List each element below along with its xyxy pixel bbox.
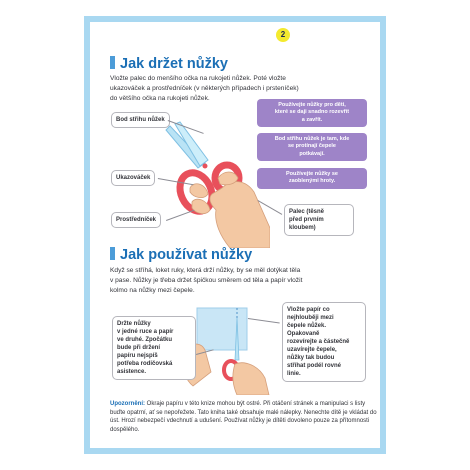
callout-line: Opakovaně <box>287 331 320 337</box>
finger-shape <box>190 184 208 198</box>
callout-line: linie. <box>287 371 301 377</box>
callout-line: rozevírejte a částečně <box>287 339 350 345</box>
left-callout <box>112 316 196 380</box>
callout-line: v jedné ruce a papír <box>117 329 174 335</box>
warning-body: Okraje papíru v této knize mohou být ostré. Při otáčení stránek a manipulaci s listy buďte opatrní, ať se nepořežete. Tato kniha také obsahuje malé nálepky. Nenechte dítě je vkládat do úst. Hrozí nebezpečí vdechnutí a udušení. Používat nůžky je dítěti dovoleno pouze za přítomnosti dospělého. <box>110 401 377 433</box>
scissors-hand-illustration <box>150 118 270 248</box>
right-hand <box>233 363 269 395</box>
heading-marker <box>110 247 115 260</box>
tip-line: a zavřít. <box>301 116 323 123</box>
label-thumb <box>284 204 354 236</box>
section1-title <box>110 56 228 72</box>
intro-line: do většího očka na rukojeti nůžek. <box>110 95 210 103</box>
label-blade-point: Bod střihu nůžek <box>111 112 170 128</box>
section2-title-text: Jak používat nůžky <box>120 247 253 263</box>
hand-shape <box>210 182 270 248</box>
tip-box <box>257 168 367 189</box>
label-line: před prvním <box>289 217 324 223</box>
scissor-pivot <box>203 164 208 169</box>
tip-line: které se daji snadno rozevřít <box>274 109 350 116</box>
tip-line: se protínají čepele <box>288 143 336 150</box>
tip-line: Používejte nůžky se <box>286 171 338 177</box>
tip-box <box>257 133 367 161</box>
label-line: kloubem) <box>289 225 316 231</box>
section1-title-text: Jak držet nůžky <box>120 56 228 72</box>
callout-line: asistence. <box>117 369 147 375</box>
section2-title <box>110 247 252 263</box>
label-middle-finger: Prostředníček <box>111 212 161 228</box>
callout-line: ve druhé. Zpočátku <box>117 337 173 343</box>
heading-marker <box>110 56 115 69</box>
callout-line: papíru nejspíš <box>117 353 158 359</box>
right-callout <box>282 302 366 382</box>
callout-line: nůžky tak budou <box>287 355 335 361</box>
tip-line: Používejte nůžky pro děti, <box>278 102 346 108</box>
callout-line: čepele nůžek. <box>287 323 327 329</box>
label-line: Palec (těsně <box>289 209 325 215</box>
intro-line: ukazováček a prostředníček (v některých případech i prsteníček) <box>110 85 299 93</box>
callout-line: Vložte papír co <box>287 307 330 313</box>
tip-line: zaoblenými hroty. <box>288 178 336 185</box>
intro-line: v pase. Nůžky je třeba držet špičkou směrem od těla a papír vložit <box>110 277 303 285</box>
tip-line: potkávají. <box>299 150 325 157</box>
intro-line: kolmo na nůžky mezi čepele. <box>110 287 195 295</box>
intro-line: Vložte palec do menšího očka na rukojeti nůžek. Poté vložte <box>110 75 286 82</box>
callout-line: nejhlouběji mezi <box>287 315 334 321</box>
page-number-badge: 2 <box>276 28 290 42</box>
intro-line: Když se stříhá, loket ruky, která drží nůžky, by se měl dotýkat těla <box>110 267 301 274</box>
callout-line: stříhat podél rovné <box>287 363 342 369</box>
tip-line: Bod střihu nůžek je tam, kde <box>274 136 350 142</box>
warning-text <box>110 400 380 434</box>
label-index-finger: Ukazováček <box>111 170 155 186</box>
warning-label: Upozornění: <box>110 401 145 407</box>
tip-box <box>257 99 367 127</box>
paper-sheet <box>197 308 247 350</box>
callout-line: bude při držení <box>117 345 161 351</box>
callout-line: Držte nůžky <box>117 321 151 327</box>
callout-line: potřeba rodičovská <box>117 361 173 367</box>
callout-line: uzavírejte čepele, <box>287 347 337 353</box>
